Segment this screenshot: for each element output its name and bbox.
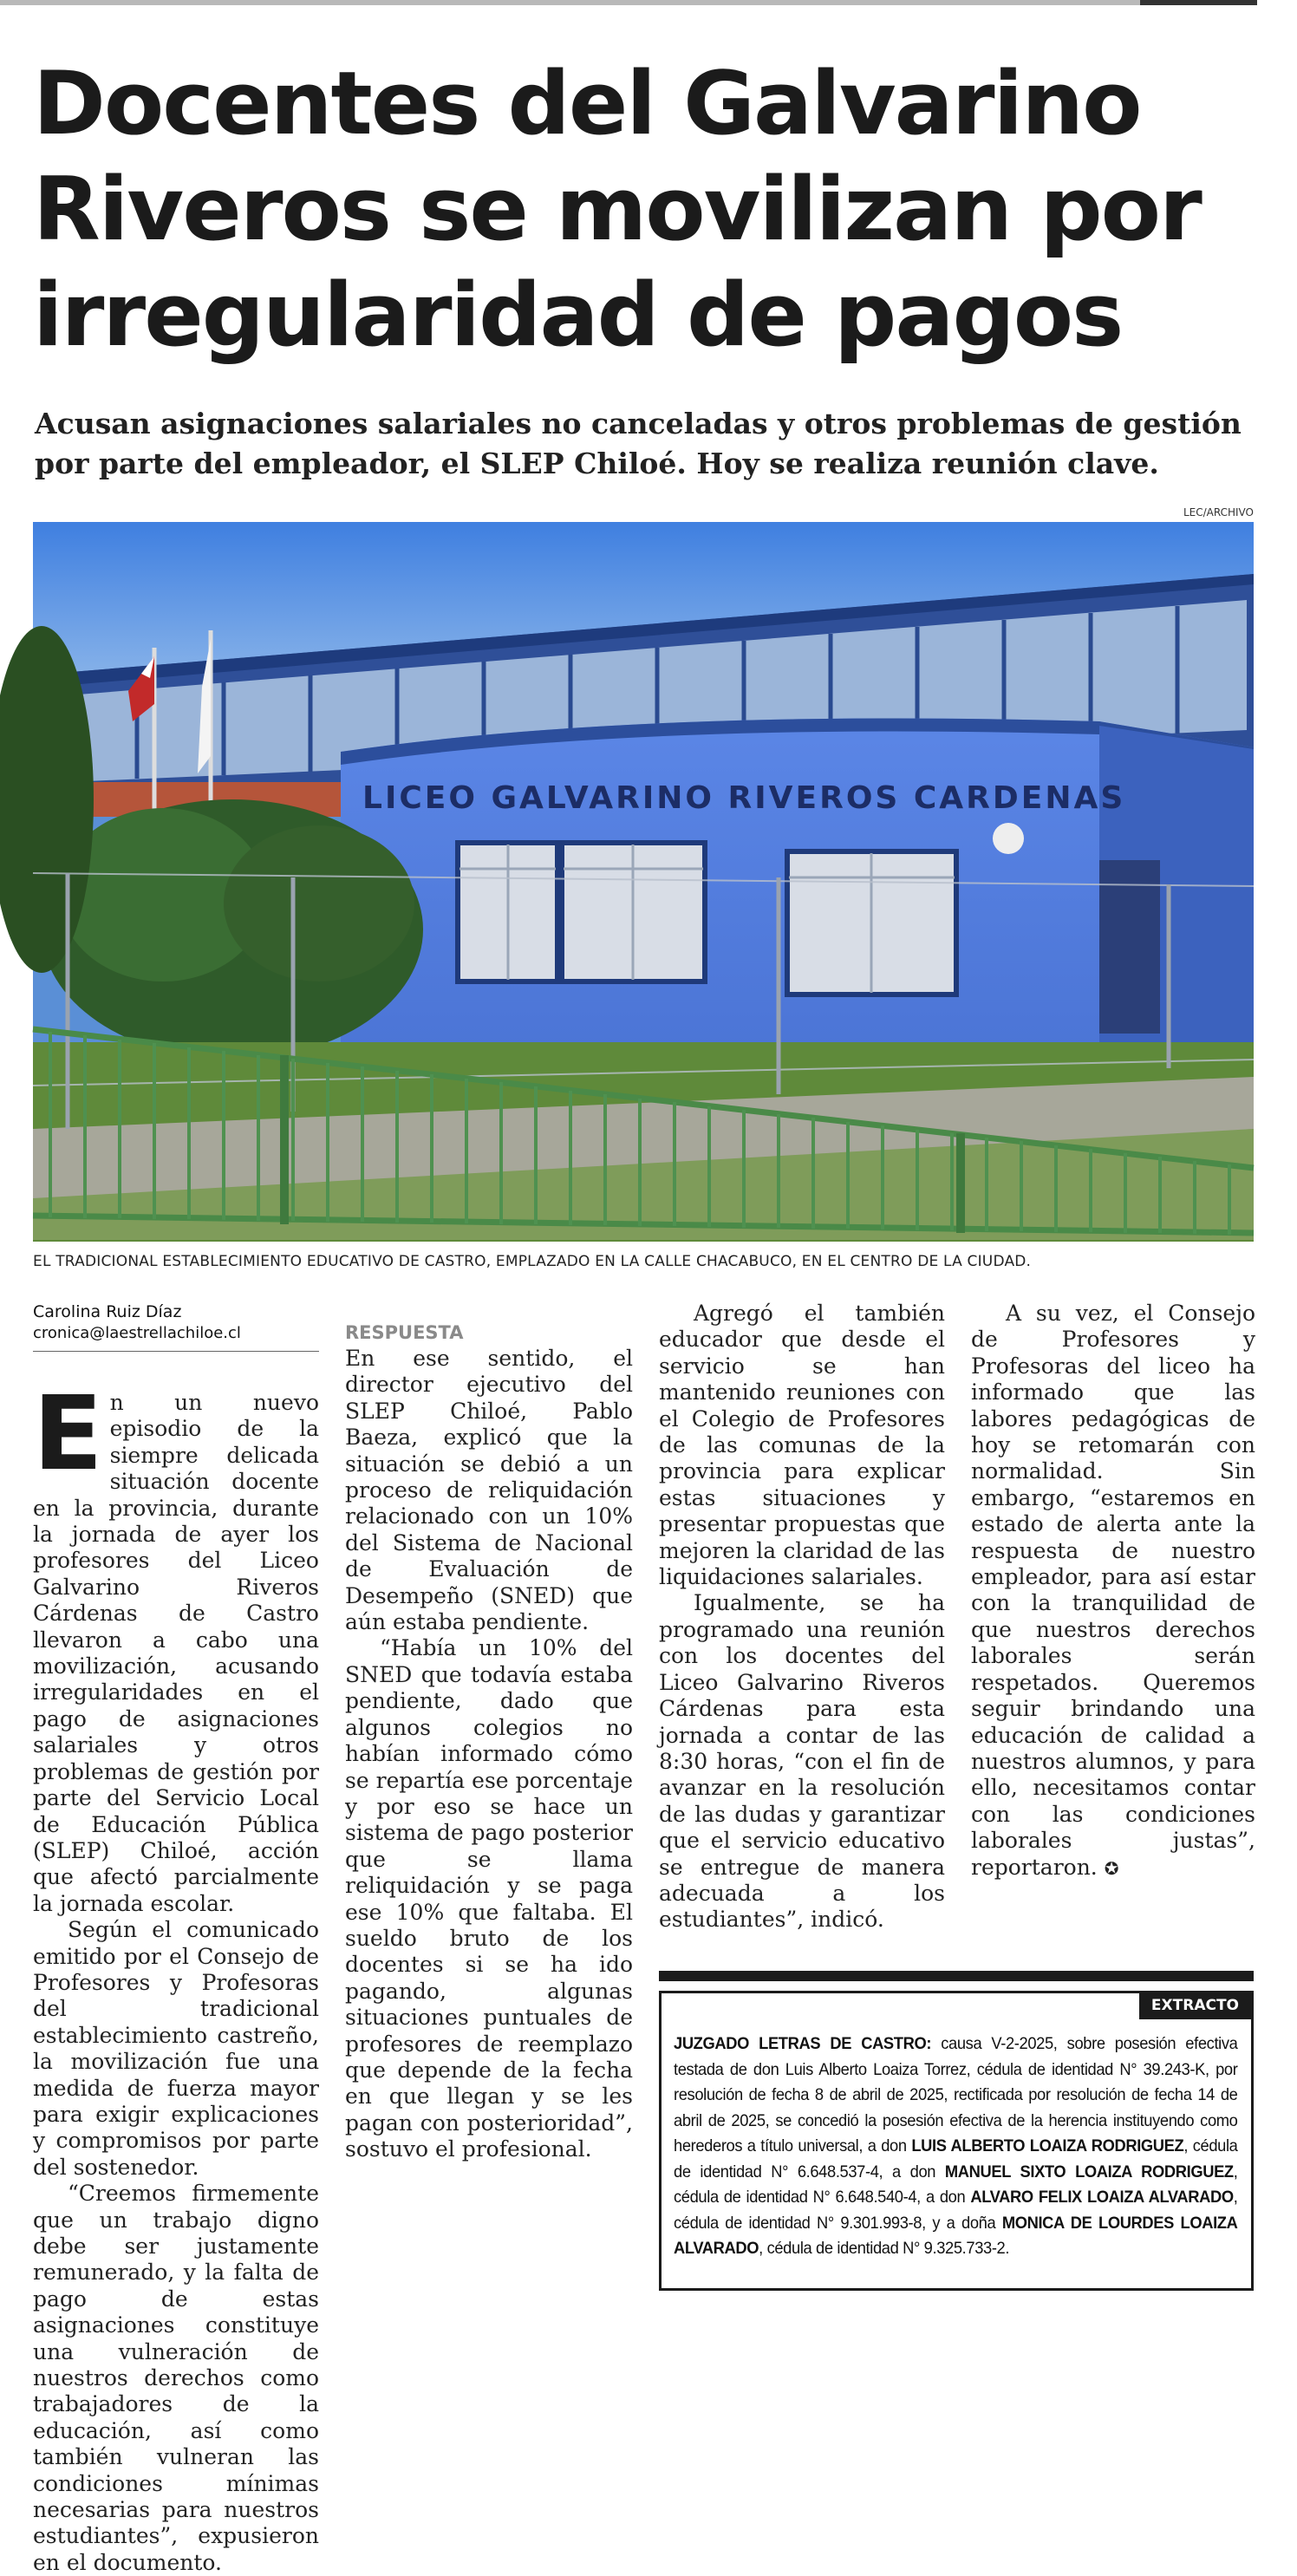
notice-text-1: causa V-2-2025, sobre posesión efectiva testada de don Luis Alberto Loaiza Torrez, cédula de identidad N° 39.243-K, por resolución de fecha 8 de abril de 2025, rectificada por resolución de fecha 14 de abril de 2025, se concedió la posesión efectiva de la herencia instituyendo como herederos a título universal, a don bbox=[674, 2034, 1238, 2155]
paragraph-8-text: A su vez, el Consejo de Profesores y Profesoras del liceo ha informado que las labores pedagógicas de hoy se retomarán con normalidad. Sin embargo, “estaremos en estado de alerta ante la respuesta de nuestro empleador, para así estar con la tranquilidad de que nuestros derechos laborales serán respetados. Queremos seguir brindando una educación de calidad a nuestros alumnos, y para ello, necesitamos contar con las condiciones laborales justas”, reportaron. bbox=[971, 1301, 1255, 1880]
article-photo bbox=[33, 522, 1254, 1240]
article-column-2 bbox=[345, 1301, 633, 2163]
heir-3: ALVARO FELIX LOAIZA ALVARADO bbox=[970, 2188, 1234, 2207]
court-name: JUZGADO LETRAS DE CASTRO: bbox=[674, 2034, 932, 2053]
extract-top-bar bbox=[659, 1971, 1254, 1981]
article-column-4 bbox=[971, 1301, 1255, 1881]
legal-notice-box bbox=[659, 1991, 1254, 2291]
legal-notice-text bbox=[674, 2031, 1237, 2262]
author-name: Carolina Ruiz Díaz bbox=[33, 1302, 182, 1321]
heir-4: MONICA DE LOURDES LOAIZA ALVARADO bbox=[674, 2213, 1238, 2258]
author-email: cronica@laestrellachiloe.cl bbox=[33, 1324, 241, 1342]
paragraph-6: Agregó el también educador que desde el servicio se han mantenido reuniones con el Colegio de Profesores de las comunas de la provincia para explicar estas situaciones y presentar propuestas que mejoren la claridad de las liquidaciones salariales. bbox=[659, 1301, 945, 1590]
author-divider bbox=[33, 1351, 319, 1352]
notice-text-4: , cédula de identidad N° 9.301.993-8, y a doña bbox=[674, 2188, 1238, 2233]
photo-credit: LEC/ARCHIVO bbox=[1183, 506, 1254, 518]
notice-text-3: , cédula de identidad N° 6.648.540-4, a don bbox=[674, 2162, 1238, 2207]
paragraph-5: “Había un 10% del SNED que todavía estaba pendiente, dado que algunos colegios no habían informado cómo se repartía ese porcentaje y por eso se hace un sistema de pago posterior que se llama reliquidación y se paga ese 10% que faltaba. El sueldo bruto de los docentes si se ha ido pagando, algunas situaciones puntuales de profesores de reemplazo que depende de la fecha en que llegan y se les pagan con posterioridad”, sostuvo el profesional. bbox=[345, 1635, 633, 2162]
lead-paragraph bbox=[33, 1373, 319, 1917]
section-heading: RESPUESTA bbox=[345, 1322, 464, 1343]
paragraph-3: “Creemos firmemente que un trabajo digno debe ser justamente remunerado, y la falta de pago de estas asignaciones constituye una vulneración de nuestros derechos como trabajadores de la educación, así como también vulneran las condiciones mínimas necesarias para nuestros estudiantes”, expusieron en el documento. bbox=[33, 2181, 319, 2575]
notice-text-2: , cédula de identidad N° 6.648.537-4, a don bbox=[674, 2136, 1238, 2181]
extract-label: EXTRACTO bbox=[1139, 1993, 1251, 2019]
headline: Docentes del Galvarino Riveros se movilizan por irregularidad de pagos bbox=[33, 52, 1201, 366]
top-rule-accent bbox=[1140, 0, 1257, 5]
school-sign-text: LICEO GALVARINO RIVEROS CARDENAS bbox=[362, 780, 1126, 816]
paragraph-1: n un nuevo episodio de la siempre delicada situación docente en la provincia, durante la jornada de ayer los profesores del Liceo Galvarino Riveros Cárdenas de Castro llevaron a cabo una movilización, acusando irregularidades en el pago de asignaciones salariales y otros problemas de gestión por parte del Servicio Local de Educación Pública (SLEP) Chiloé, acción que afectó parcialmente la jornada escolar. bbox=[33, 1390, 319, 1916]
paragraph-4: En ese sentido, el director ejecutivo del SLEP Chiloé, Pablo Baeza, explicó que la situación se debió a un proceso de reliquidación relacionado con un 10% del Sistema de Nacional de Evaluación de Desempeño (SNED) que aún estaba pendiente. bbox=[345, 1346, 633, 1635]
subheadline: Acusan asignaciones salariales no canceladas y otros problemas de gestión por parte del empleador, el SLEP Chiloé. Hoy se realiza reunión clave. bbox=[35, 407, 1242, 480]
article-column-1 bbox=[33, 1301, 319, 2576]
heir-2: MANUEL SIXTO LOAIZA RODRIGUEZ bbox=[944, 2162, 1234, 2181]
end-mark-icon: ✪ bbox=[1104, 1857, 1119, 1879]
school-building-photo bbox=[33, 522, 1254, 1240]
notice-text-5: , cédula de identidad N° 9.325.733-2. bbox=[759, 2239, 1010, 2258]
article-column-3 bbox=[659, 1301, 945, 1934]
drop-cap: E bbox=[33, 1373, 103, 1493]
paragraph-2: Según el comunicado emitido por el Consejo de Profesores y Profesoras del tradicional establecimiento castreño, la movilización fue una medida de fuerza mayor para exigir explicaciones y compromisos por parte del sostenedor. bbox=[33, 1917, 319, 2180]
photo-caption: EL TRADICIONAL ESTABLECIMIENTO EDUCATIVO DE CASTRO, EMPLAZADO EN LA CALLE CHACABUCO, EN EL CENTRO DE LA CIUDAD. bbox=[33, 1253, 1032, 1270]
paragraph-8 bbox=[971, 1301, 1255, 1881]
paragraph-7: Igualmente, se ha programado una reunión con los docentes del Liceo Galvarino Riveros Cárdenas para esta jornada a contar de las 8:30 horas, “con el fin de avanzar en la resolución de las dudas y garantizar que el servicio educativo se entregue de manera adecuada a los estudiantes”, indicó. bbox=[659, 1590, 945, 1933]
heir-1: LUIS ALBERTO LOAIZA RODRIGUEZ bbox=[911, 2136, 1184, 2155]
top-rule bbox=[0, 0, 1257, 5]
